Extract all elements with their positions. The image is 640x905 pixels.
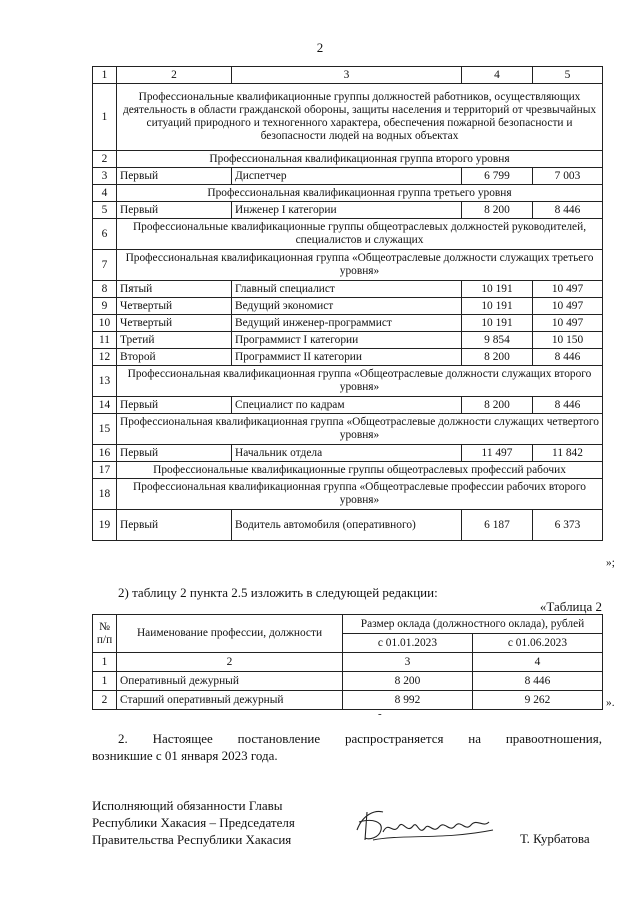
qualification-level: Четвертый — [117, 298, 232, 315]
table2-closing-quote: ». — [606, 697, 615, 709]
table-row — [93, 672, 603, 691]
profession-name: Старший оперативный дежурный — [117, 691, 343, 710]
index-cell: 4 — [473, 653, 603, 672]
group-title: Профессиональные квалификационные группы общеотраслевых должностей руководителей, специалистов и служащих — [117, 219, 603, 250]
header-salary: Размер оклада (должностного оклада), рублей — [343, 615, 603, 634]
table-group-row — [93, 151, 603, 168]
salary-table-2 — [92, 614, 603, 710]
salary-value: 10 150 — [533, 332, 603, 349]
index-cell: 3 — [343, 653, 473, 672]
row-number: 14 — [93, 397, 117, 414]
position-name: Программист II категории — [232, 349, 462, 366]
table-row — [93, 691, 603, 710]
header-date-2: с 01.06.2023 — [473, 634, 603, 653]
salary-value: 8 200 — [462, 349, 533, 366]
salary-value: 8 200 — [462, 202, 533, 219]
salary-value: 11 842 — [533, 445, 603, 462]
row-number: 16 — [93, 445, 117, 462]
row-number: 2 — [93, 691, 117, 710]
paragraph-line: возникшие с 01 января 2023 года. — [92, 748, 278, 763]
salary-value: 10 191 — [462, 281, 533, 298]
row-number: 6 — [93, 219, 117, 250]
table-row — [93, 202, 603, 219]
table2-caption: «Таблица 2 — [539, 599, 602, 614]
position-name: Инженер I категории — [232, 202, 462, 219]
group-title: Профессиональные квалификационные группы должностей работников, осуществляющих деятельность в области гражданской обороны, защиты населения и территорий от чрезвычайных ситуаций природного и техногенного характера, обеспечения пожарной безопасности и безопасности людей на водных объектах — [117, 84, 603, 151]
qualification-level: Первый — [117, 510, 232, 541]
salary-value: 6 799 — [462, 168, 533, 185]
table-index-row — [93, 653, 603, 672]
row-number: 19 — [93, 510, 117, 541]
position-name: Ведущий инженер-программист — [232, 315, 462, 332]
group-title: Профессиональная квалификационная группа «Общеотраслевые должности служащих третьего уровня» — [117, 250, 603, 281]
table-row — [93, 298, 603, 315]
qualification-level: Первый — [117, 445, 232, 462]
table-group-row — [93, 250, 603, 281]
handwritten-signature — [353, 800, 503, 848]
table-row — [93, 168, 603, 185]
salary-value: 7 003 — [533, 168, 603, 185]
salary-value: 10 497 — [533, 281, 603, 298]
table-row — [93, 397, 603, 414]
table-row — [93, 315, 603, 332]
row-number: 17 — [93, 462, 117, 479]
page-number: 2 — [316, 40, 324, 55]
qualification-level: Четвертый — [117, 315, 232, 332]
position-name: Диспетчер — [232, 168, 462, 185]
index-cell: 1 — [93, 653, 117, 672]
signatory-line: Правительства Республики Хакасия — [92, 832, 292, 847]
group-title: Профессиональная квалификационная группа «Общеотраслевые профессии рабочих второго уровня» — [117, 479, 603, 510]
salary-value: 8 446 — [533, 202, 603, 219]
salary-value: 10 497 — [533, 298, 603, 315]
row-number: 10 — [93, 315, 117, 332]
row-number: 4 — [93, 185, 117, 202]
signatory-line: Республики Хакасия – Председателя — [92, 815, 295, 830]
table-group-row — [93, 219, 603, 250]
header-cell: 2 — [117, 67, 232, 84]
qualification-level: Второй — [117, 349, 232, 366]
row-number: 1 — [93, 672, 117, 691]
salary-value: 10 191 — [462, 298, 533, 315]
qualification-level: Первый — [117, 202, 232, 219]
row-number: 13 — [93, 366, 117, 397]
row-number: 15 — [93, 414, 117, 445]
group-title: Профессиональная квалификационная группа третьего уровня — [117, 185, 603, 202]
qualification-level: Первый — [117, 397, 232, 414]
table-row — [93, 349, 603, 366]
profession-name: Оперативный дежурный — [117, 672, 343, 691]
salary-value: 9 854 — [462, 332, 533, 349]
table-group-row — [93, 414, 603, 445]
signatory-title — [92, 797, 295, 848]
group-title: Профессиональная квалификационная группа второго уровня — [117, 151, 603, 168]
salary-value: 8 200 — [462, 397, 533, 414]
signatory-line: Исполняющий обязанности Главы — [92, 798, 283, 813]
position-name: Водитель автомобиля (оперативного) — [232, 510, 462, 541]
salary-value: 6 187 — [462, 510, 533, 541]
row-number: 1 — [93, 84, 117, 151]
position-name: Программист I категории — [232, 332, 462, 349]
salary-value: 10 497 — [533, 315, 603, 332]
salary-value: 8 992 — [343, 691, 473, 710]
table1-closing-quote: »; — [606, 557, 615, 569]
header-cell: 5 — [533, 67, 603, 84]
header-date-1: с 01.01.2023 — [343, 634, 473, 653]
salary-value: 8 446 — [473, 672, 603, 691]
salary-table-1 — [92, 66, 603, 541]
paragraph-effective-date — [92, 730, 602, 764]
table-group-row — [93, 479, 603, 510]
table-group-row — [93, 462, 603, 479]
group-title: Профессиональная квалификационная группа «Общеотраслевые должности служащих второго уровня» — [117, 366, 603, 397]
position-name: Специалист по кадрам — [232, 397, 462, 414]
header-cell: 1 — [93, 67, 117, 84]
salary-value: 11 497 — [462, 445, 533, 462]
group-title: Профессиональная квалификационная группа «Общеотраслевые должности служащих четвертого уровня» — [117, 414, 603, 445]
table-header-row — [93, 615, 603, 634]
row-number: 11 — [93, 332, 117, 349]
paragraph-line: 2. Настоящее постановление распространяется на правоотношения, — [118, 731, 602, 746]
separator-dash: - — [378, 708, 382, 720]
table-row — [93, 510, 603, 541]
row-number: 7 — [93, 250, 117, 281]
position-name: Главный специалист — [232, 281, 462, 298]
signatory-name: Т. Курбатова — [520, 831, 590, 846]
header-num: № п/п — [93, 615, 117, 653]
row-number: 18 — [93, 479, 117, 510]
salary-value: 10 191 — [462, 315, 533, 332]
header-cell: 4 — [462, 67, 533, 84]
qualification-level: Первый — [117, 168, 232, 185]
header-cell: 3 — [232, 67, 462, 84]
table-group-row — [93, 366, 603, 397]
table-row — [93, 332, 603, 349]
header-name: Наименование профессии, должности — [117, 615, 343, 653]
position-name: Начальник отдела — [232, 445, 462, 462]
paragraph-table2-intro: 2) таблицу 2 пункта 2.5 изложить в следующей редакции: — [118, 585, 438, 600]
row-number: 3 — [93, 168, 117, 185]
salary-value: 8 446 — [533, 349, 603, 366]
row-number: 12 — [93, 349, 117, 366]
salary-value: 8 200 — [343, 672, 473, 691]
table-group-row — [93, 84, 603, 151]
index-cell: 2 — [117, 653, 343, 672]
row-number: 2 — [93, 151, 117, 168]
salary-value: 8 446 — [533, 397, 603, 414]
table-row — [93, 281, 603, 298]
qualification-level: Третий — [117, 332, 232, 349]
row-number: 8 — [93, 281, 117, 298]
row-number: 9 — [93, 298, 117, 315]
group-title: Профессиональные квалификационные группы общеотраслевых профессий рабочих — [117, 462, 603, 479]
table-header-row — [93, 67, 603, 84]
position-name: Ведущий экономист — [232, 298, 462, 315]
salary-value: 6 373 — [533, 510, 603, 541]
table-row — [93, 445, 603, 462]
salary-value: 9 262 — [473, 691, 603, 710]
table-group-row — [93, 185, 603, 202]
row-number: 5 — [93, 202, 117, 219]
salary-table-1-body — [93, 67, 603, 541]
qualification-level: Пятый — [117, 281, 232, 298]
